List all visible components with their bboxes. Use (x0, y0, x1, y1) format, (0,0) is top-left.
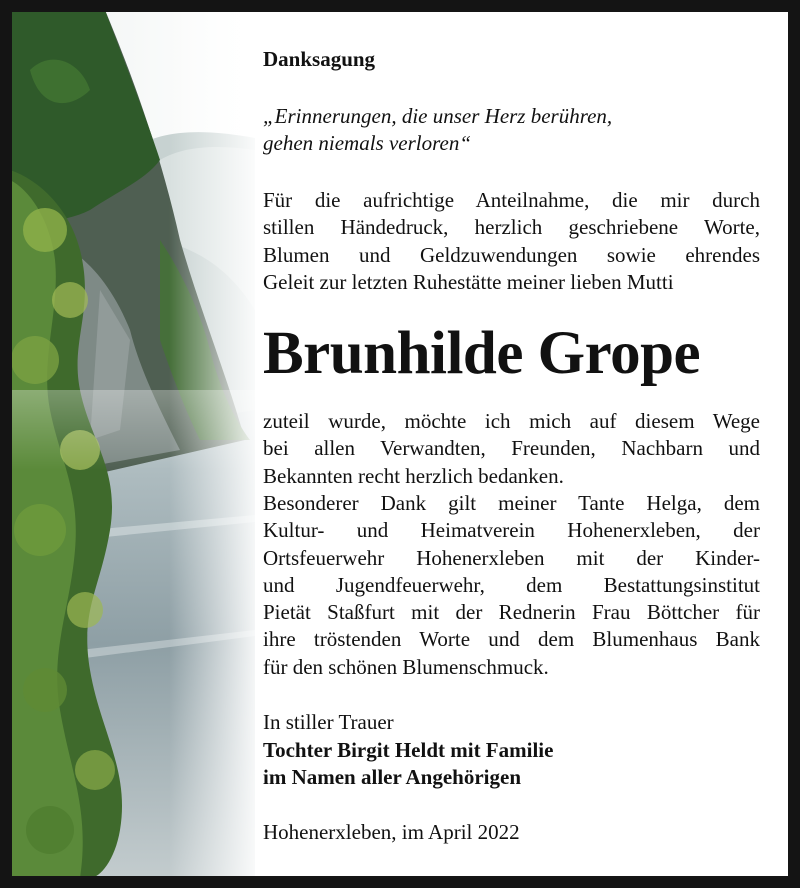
paragraph-line: Blumen und Geldzuwendungen sowie ehrendes (263, 242, 760, 267)
quote-line: gehen niemals verloren“ (263, 131, 472, 155)
paragraph-line: Geleit zur letzten Ruhestätte meiner lieben Mutti (263, 269, 674, 294)
quote-line: „Erinnerungen, die unser Herz berühren, (263, 104, 613, 128)
paragraph-line: Kultur- und Heimatverein Hohenerxleben, der (263, 518, 760, 543)
paragraph-line: Bekannten recht herzlich bedanken. (263, 463, 564, 488)
intro-paragraph (263, 187, 760, 296)
paragraph-line: stillen Händedruck, herzlich geschriebene Worte, (263, 215, 760, 240)
paragraph-line: Besonderer Dank gilt meiner Tante Helga, dem (263, 491, 760, 515)
signatory-name: Tochter Birgit Heldt mit Familie (263, 737, 554, 762)
paragraph-line: Ortsfeuerwehr Hohenerxleben mit der Kinder- (263, 545, 760, 570)
paragraph-line: ihre tröstenden Worte und dem Blumenhaus Bank (263, 627, 760, 652)
paragraph-line: und Jugendfeuerwehr, dem Bestattungsinstitut (263, 572, 760, 597)
notice-heading: Danksagung (263, 47, 376, 71)
paragraph-line: zuteil wurde, möchte ich mich auf diesem Wege (263, 409, 760, 433)
paragraph-line: Pietät Staßfurt mit der Rednerin Frau Böttcher für (263, 600, 760, 625)
special-thanks-paragraph (263, 490, 760, 681)
signature-block (263, 709, 553, 792)
paragraph-line: Für die aufrichtige Anteilnahme, die mir durch (263, 188, 760, 212)
deceased-name: Brunhilde Grope (263, 320, 701, 387)
obituary-notice (10, 10, 790, 878)
place-date: Hohenerxleben, im April 2022 (263, 820, 520, 844)
paragraph-line: für den schönen Blumenschmuck. (263, 654, 549, 679)
thanks-paragraph (263, 408, 760, 490)
lake-cliff-photo (10, 10, 255, 878)
mourning-line: In stiller Trauer (263, 710, 394, 734)
signatory-relatives: im Namen aller Angehörigen (263, 765, 522, 790)
paragraph-line: bei allen Verwandten, Freunden, Nachbarn und (263, 436, 760, 461)
lake-landscape-image (10, 10, 255, 878)
memorial-quote (263, 103, 612, 157)
